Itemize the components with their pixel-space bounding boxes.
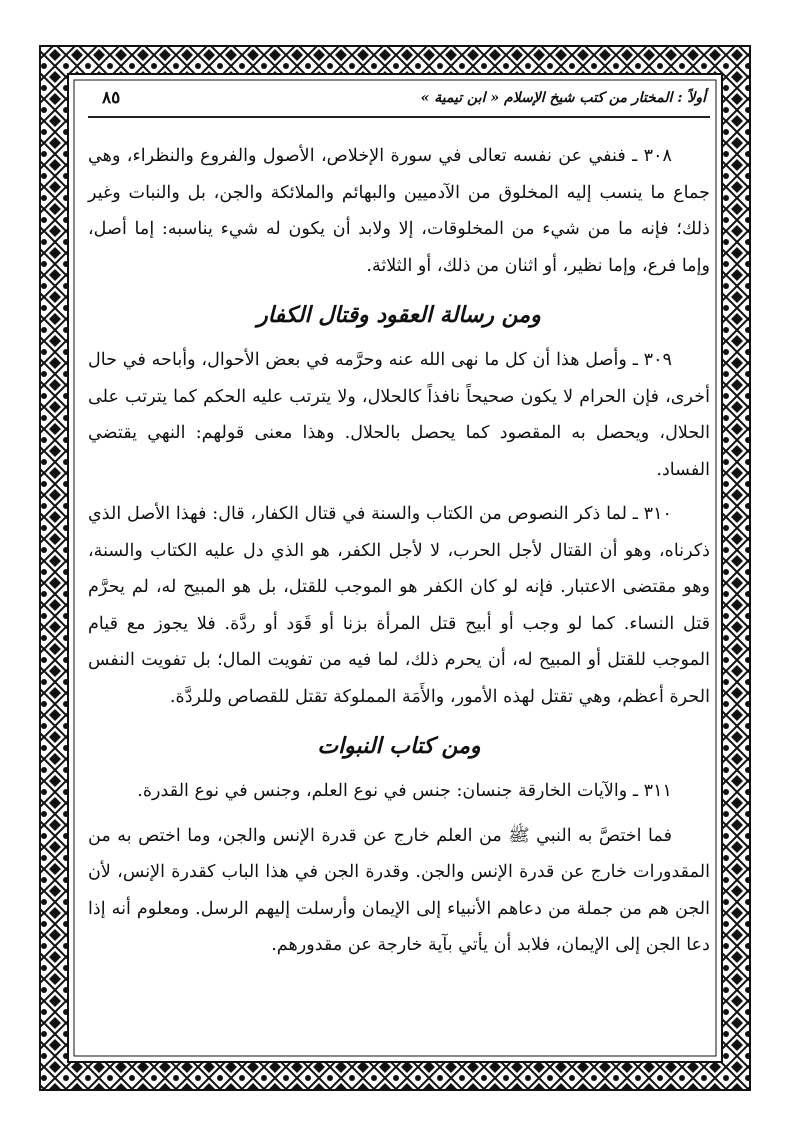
page-number: ٨٥ [102, 88, 121, 108]
paragraph-308: ٣٠٨ ـ فنفي عن نفسه تعالى في سورة الإخلاص، الأصول والفروع والنظراء، وهي جماع ما ينسب إليه المخلوق من الآدميين والبهائم والملائكة والجن، بل والنبات وغير ذلك؛ فإنه ما من شيء من المخلوقات، إلا ولابد أن يكون له شيء يناسبه: إما أصل، وإما فرع، وإما نظير، أو اثنان من ذلك، أو الثلاثة. [88, 146, 710, 276]
page-content [88, 86, 710, 1046]
paragraph-311-continued: فما اختصَّ به النبي ﷺ من العلم خارج عن قدرة الإنس والجن، وما اختص به من المقدورات خارج عن قدرة الإنس والجن. وقدرة الجن في هذا الباب كقدرة الإنس، لأن الجن هم من جملة من دعاهم الأنبياء إلى الإيمان وأرسلت إليهم الرسل. ومعلوم أنه إذا دعا الجن إلى الإيمان، فلابد أن يأتي بآية خارجة عن مقدورهم. [88, 825, 710, 955]
section-title-prophecies: ومن كتاب النبوات [317, 733, 481, 759]
running-title: أولاً : المختار من كتب شيخ الإسلام « ابن تيمية » [420, 90, 706, 106]
paragraph-310: ٣١٠ ـ لما ذكر النصوص من الكتاب والسنة في قتال الكفار، قال: فهذا الأصل الذي ذكرناه، وهو أن القتال لأجل الحرب، لا لأجل الكفر، هو الذي دل عليه الكتاب والسنة، وهو مقتضى الاعتبار. فإنه لو كان الكفر هو الموجب للقتل، بل هو المبيح له، لم يحرَّم قتل النساء. كما لو وجب أو أبيح قتل المرأة بزنا أو قَوَد أو ردَّة. فلا يجوز مع قيام الموجب للقتل أو المبيح له، أن يحرم ذلك، لما فيه من تفويت المال؛ بل تفويت النفس الحرة أعظم، وهي تقتل لهذه الأمور، والأَمَة المملوكة تقتل للقصاص وللردَّة. [88, 504, 711, 707]
section-title-contracts: ومن رسالة العقود وقتال الكفار [257, 302, 541, 328]
paragraph-309: ٣٠٩ ـ وأصل هذا أن كل ما نهى الله عنه وحرَّمه في بعض الأحوال، وأباحه في حال أخرى، فإن الحرام لا يكون صحيحاً نافذاً كالحلال، ولا يترتب عليه الحكم كما يترتب على الحلال، ويحصل به المقصود كما يحصل بالحلال. وهذا معنى قولهم: النهي يقتضي الفساد. [88, 350, 710, 480]
paragraph-311: ٣١١ ـ والآيات الخارقة جنسان: جنس في نوع العلم، وجنس في نوع القدرة. [137, 781, 672, 801]
page-header [88, 86, 710, 118]
